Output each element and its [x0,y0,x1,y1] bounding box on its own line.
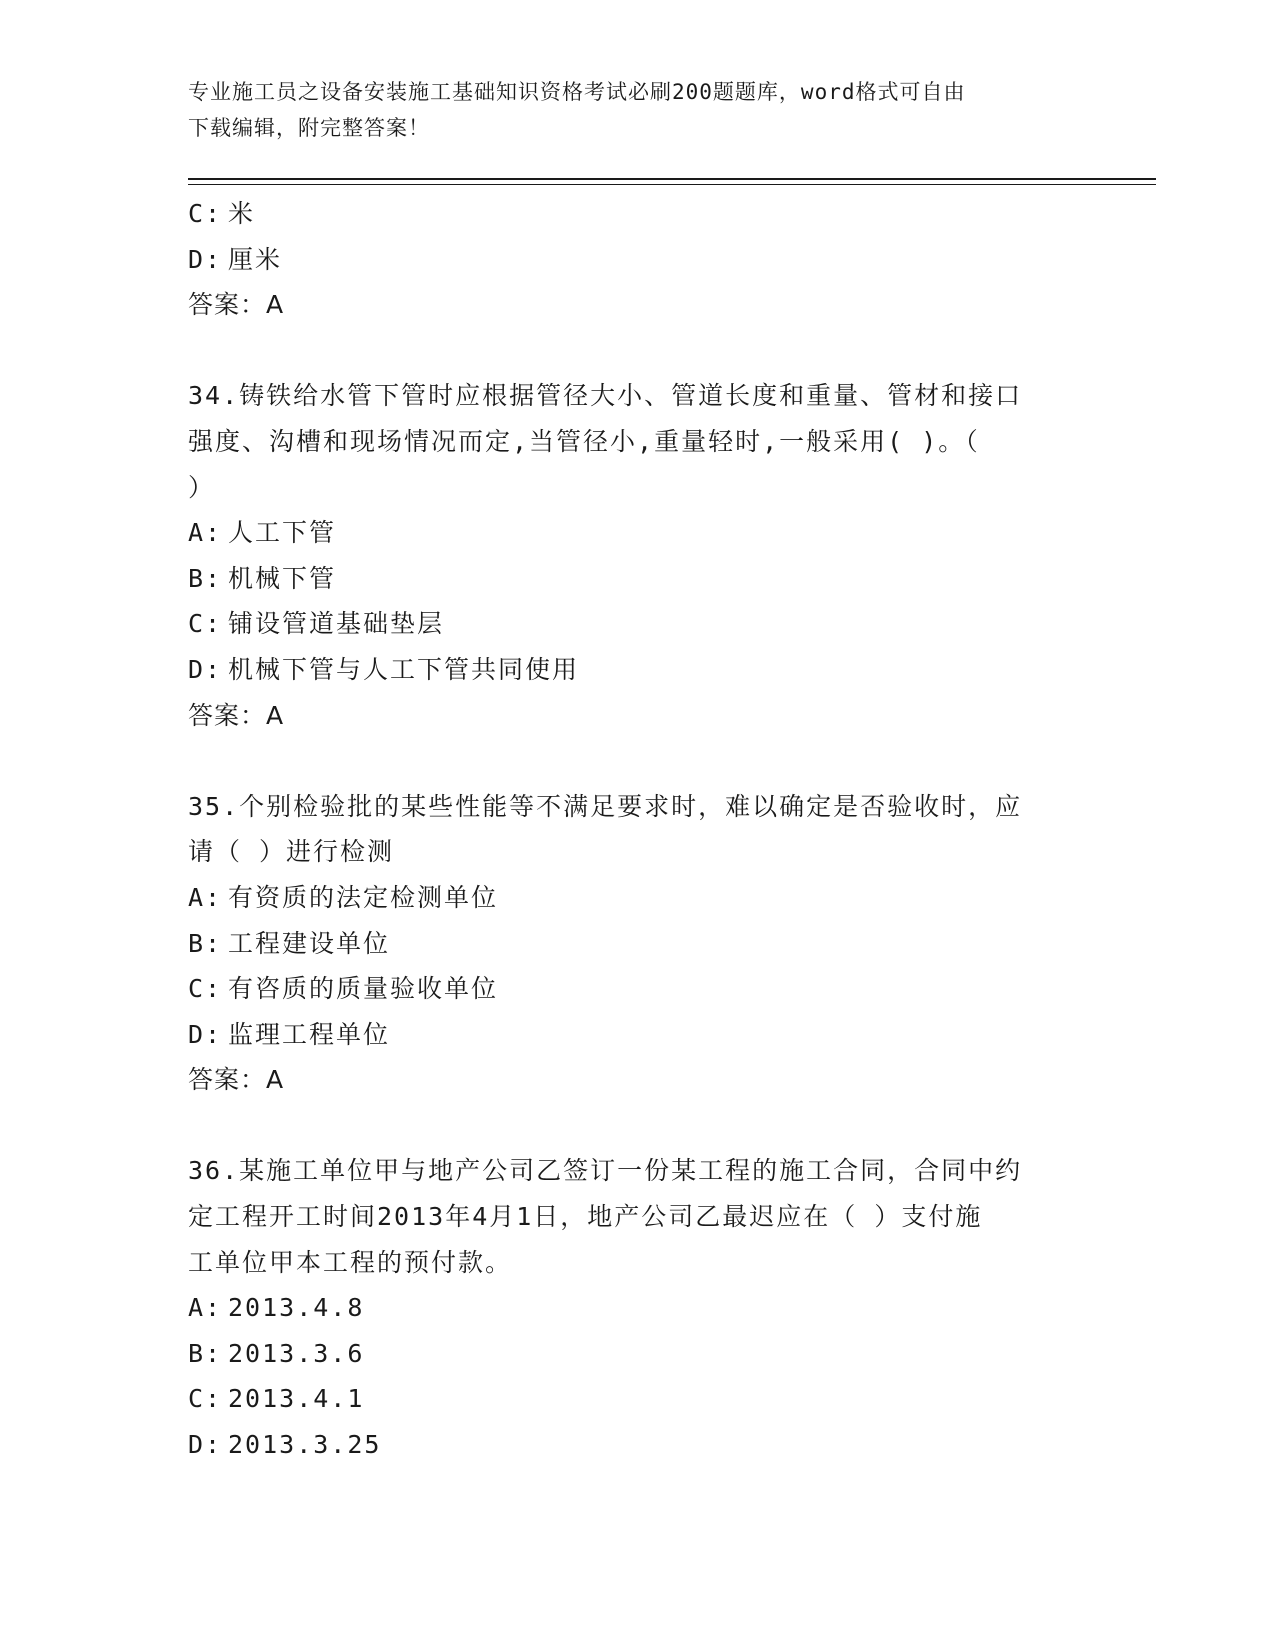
header-line-2: 下载编辑，附完整答案！ [188,116,430,140]
answer-line: 答案：A [188,700,285,730]
question-36-line-1: 36.某施工单位甲与地产公司乙签订一份某工程的施工合同，合同中约 [188,1156,1023,1186]
option-c: C: 2013.4.1 [188,1384,365,1414]
answer-line: 答案：A [188,290,285,320]
document-header [188,74,1088,146]
spacer [188,328,1088,374]
option-d: D: 监理工程单位 [188,1019,391,1049]
answer-line: 答案：A [188,1065,285,1095]
option-a: A: 2013.4.8 [188,1293,365,1323]
option-c: C: 米 [188,199,256,228]
question-36-line-2: 定工程开工时间2013年4月1日，地产公司乙最迟应在（ ）支付施 [188,1202,983,1232]
option-b: B: 工程建设单位 [188,928,391,958]
option-c: C: 铺设管道基础垫层 [188,609,445,639]
option-a: A: 人工下管 [188,518,337,548]
header-line-1: 专业施工员之设备安装施工基础知识资格考试必刷200题题库，word格式可自由 [188,80,966,104]
spacer [188,1103,1088,1149]
option-d: D: 2013.3.25 [188,1430,382,1460]
option-b: B: 机械下管 [188,563,337,593]
option-d: D: 厘米 [188,244,283,274]
question-34-line-3: ） [188,472,216,502]
question-content [188,191,1088,1468]
question-36-line-3: 工单位甲本工程的预付款。 [188,1247,513,1277]
option-b: B: 2013.3.6 [188,1338,365,1368]
header-rule-thin [188,184,1156,185]
header-rule-thick [188,178,1156,180]
option-d: D: 机械下管与人工下管共同使用 [188,654,580,684]
question-35-line-1: 35.个别检验批的某些性能等不满足要求时，难以确定是否验收时，应 [188,791,1023,821]
question-34-line-2: 强度、沟槽和现场情况而定,当管径小,重量轻时,一般采用( )。（ [188,426,980,456]
question-34-line-1: 34.铸铁给水管下管时应根据管径大小、管道长度和重量、管材和接口 [188,381,1023,411]
question-35-line-2: 请（ ）进行检测 [188,837,395,867]
option-a: A: 有资质的法定检测单位 [188,882,499,912]
spacer [188,738,1088,784]
option-c: C: 有咨质的质量验收单位 [188,974,499,1004]
